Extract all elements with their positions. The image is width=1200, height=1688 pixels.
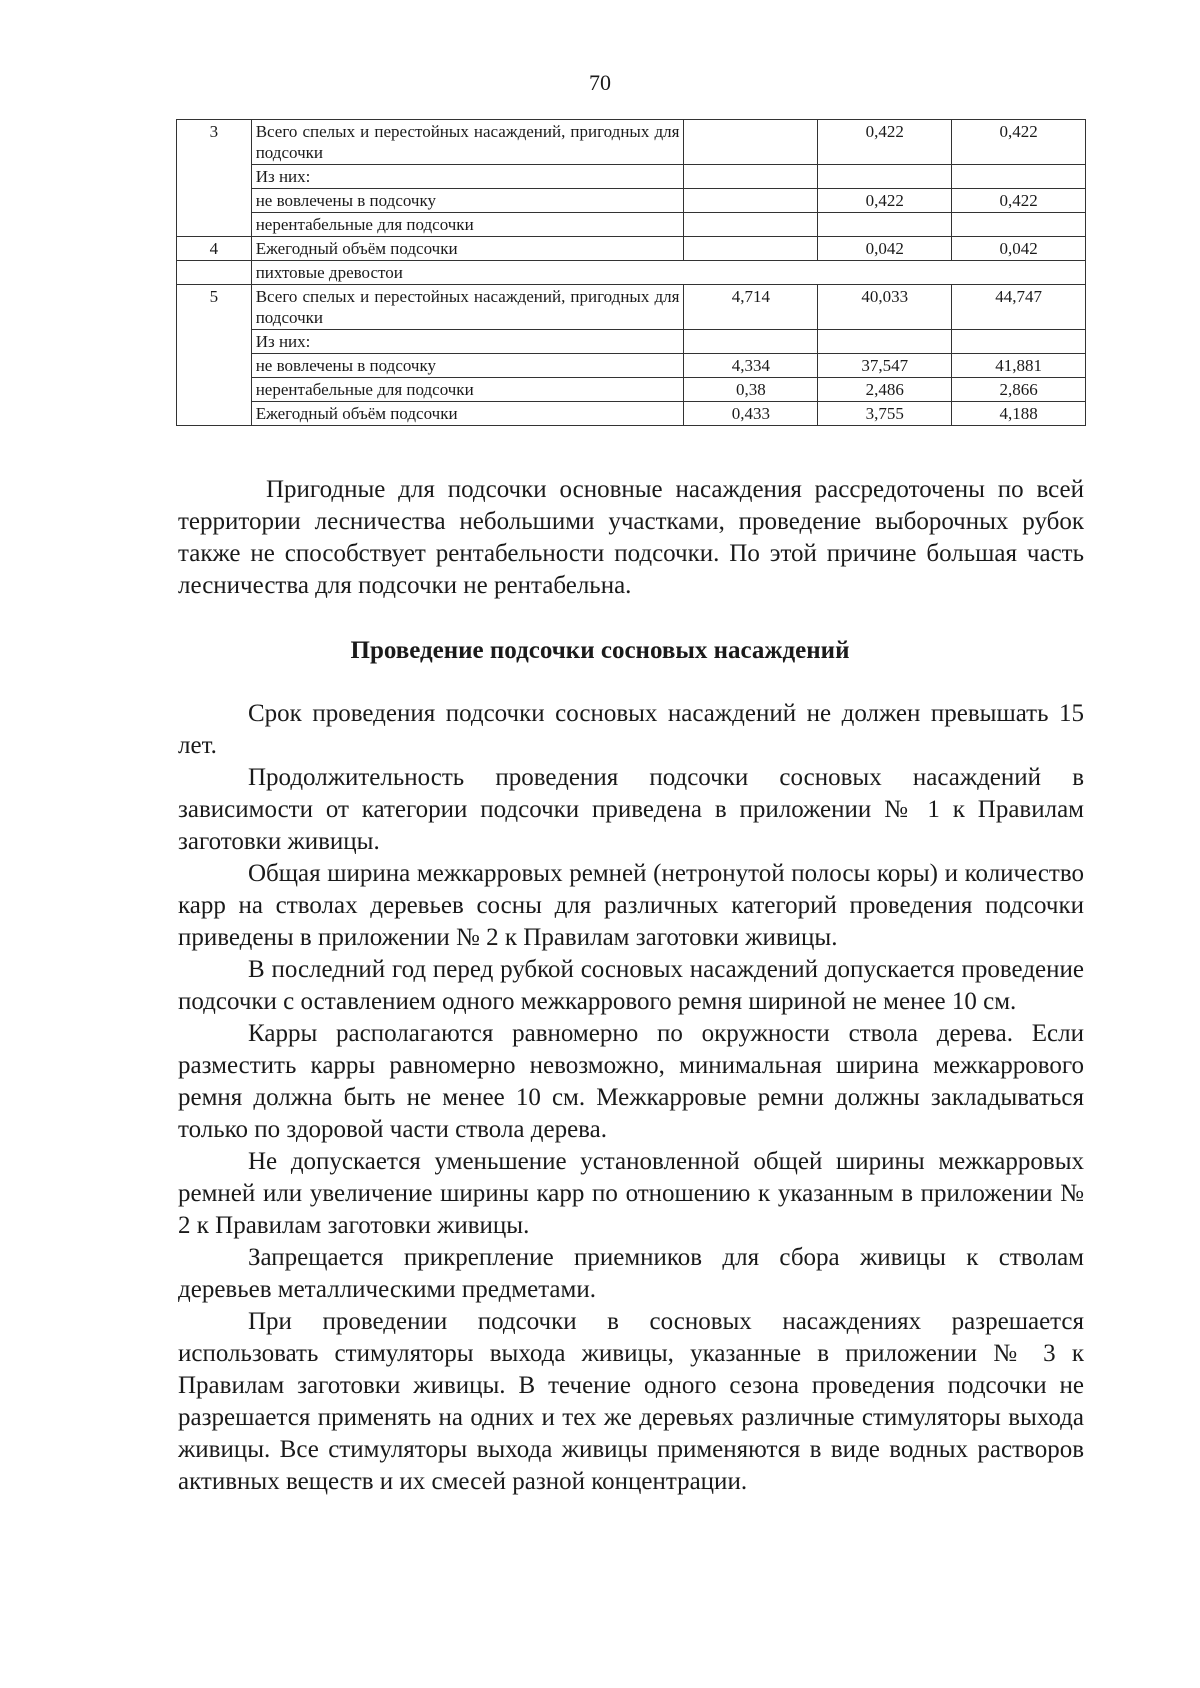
table-row — [177, 165, 1086, 189]
row-label-cell: Ежегодный объём подсочки — [251, 237, 684, 261]
value-cell — [684, 330, 818, 354]
value-cell — [684, 213, 818, 237]
paragraph: Не допускается уменьшение установленной общей ширины межкарровых ремней или увеличение ширины карр по отношению к указанным в приложении № 2 к Правилам заготовки живицы. — [178, 1148, 1084, 1239]
value-cell: 37,547 — [818, 354, 952, 378]
value-cell: 0,422 — [952, 120, 1086, 165]
value-cell — [952, 165, 1086, 189]
value-cell — [684, 165, 818, 189]
row-number-cell — [177, 261, 252, 285]
value-cell: 0,38 — [684, 378, 818, 402]
row-label-cell: Всего спелых и перестойных насаждений, пригодных для подсочки — [251, 120, 684, 165]
value-cell — [952, 330, 1086, 354]
body-text — [178, 698, 1084, 1498]
row-label-cell: Из них: — [251, 165, 684, 189]
row-label-cell: нерентабельные для подсочки — [251, 213, 684, 237]
page-number: 70 — [589, 70, 611, 95]
value-cell — [952, 213, 1086, 237]
value-cell — [818, 213, 952, 237]
paragraph: Запрещается прикрепление приемников для сбора живицы к стволам деревьев металлическими предметами. — [178, 1244, 1084, 1303]
row-number-cell: 4 — [177, 237, 252, 261]
row-number-cell: 3 — [177, 120, 252, 237]
paragraph: Пригодные для подсочки основные насаждения рассредоточены по всей территории лесничества небольшими участками, проведение выборочных рубок также не способствует рентабельности подсочки. По этой причине большая часть лесничества для подсочки не рентабельна. — [178, 476, 1084, 599]
data-table — [176, 119, 1086, 426]
row-label-cell: Всего спелых и перестойных насаждений, пригодных для подсочки — [251, 285, 684, 330]
row-label-cell: Из них: — [251, 330, 684, 354]
value-cell: 3,755 — [818, 402, 952, 426]
paragraph: Продолжительность проведения подсочки сосновых насаждений в зависимости от категории подсочки приведена в приложении № 1 к Правилам заготовки живицы. — [178, 764, 1084, 855]
paragraph: При проведении подсочки в сосновых насаждениях разрешается использовать стимуляторы выхода живицы, указанные в приложении № 3 к Правилам заготовки живицы. В течение одного сезона проведения подсочки не разрешается применять на одних и тех же деревьях различные стимуляторы выхода живицы. Все стимуляторы выхода живицы применяются в виде водных растворов активных веществ и их смесей разной концентрации. — [178, 1308, 1084, 1495]
section-title: Проведение подсочки сосновых насаждений — [350, 637, 850, 664]
value-cell — [684, 237, 818, 261]
value-cell: 0,422 — [952, 189, 1086, 213]
value-cell: 0,042 — [818, 237, 952, 261]
value-cell: 4,188 — [952, 402, 1086, 426]
value-cell: 0,422 — [818, 120, 952, 165]
table-row — [177, 261, 1086, 285]
table-row — [177, 120, 1086, 165]
value-cell: 2,486 — [818, 378, 952, 402]
table-row — [177, 330, 1086, 354]
value-cell — [684, 189, 818, 213]
value-cell: 4,334 — [684, 354, 818, 378]
paragraph: В последний год перед рубкой сосновых насаждений допускается проведение подсочки с оставлением одного межкаррового ремня шириной не менее 10 см. — [178, 956, 1084, 1015]
value-cell — [818, 165, 952, 189]
section-label-cell: пихтовые древостои — [251, 261, 1085, 285]
value-cell — [818, 330, 952, 354]
table-row — [177, 285, 1086, 330]
table-row — [177, 378, 1086, 402]
value-cell: 4,714 — [684, 285, 818, 330]
paragraph: Карры располагаются равномерно по окружности ствола дерева. Если разместить карры равномерно невозможно, минимальная ширина межкаррового ремня должна быть не менее 10 см. Межкарровые ремни должны закладываться только по здоровой части ствола дерева. — [178, 1020, 1084, 1143]
value-cell: 0,042 — [952, 237, 1086, 261]
table-row — [177, 402, 1086, 426]
table-row — [177, 237, 1086, 261]
value-cell: 2,866 — [952, 378, 1086, 402]
row-number-cell: 5 — [177, 285, 252, 426]
row-label-cell: Ежегодный объём подсочки — [251, 402, 684, 426]
row-label-cell: нерентабельные для подсочки — [251, 378, 684, 402]
value-cell: 44,747 — [952, 285, 1086, 330]
intro-text — [178, 474, 1084, 602]
value-cell: 40,033 — [818, 285, 952, 330]
row-label-cell: не вовлечены в подсочку — [251, 189, 684, 213]
value-cell: 41,881 — [952, 354, 1086, 378]
value-cell: 0,433 — [684, 402, 818, 426]
table-row — [177, 354, 1086, 378]
table-row — [177, 213, 1086, 237]
value-cell: 0,422 — [818, 189, 952, 213]
value-cell — [684, 120, 818, 165]
row-label-cell: не вовлечены в подсочку — [251, 354, 684, 378]
table-row — [177, 189, 1086, 213]
paragraph: Срок проведения подсочки сосновых насаждений не должен превышать 15 лет. — [178, 700, 1084, 759]
paragraph: Общая ширина межкарровых ремней (нетронутой полосы коры) и количество карр на стволах деревьев сосны для различных категорий проведения подсочки приведены в приложении № 2 к Правилам заготовки живицы. — [178, 860, 1084, 951]
